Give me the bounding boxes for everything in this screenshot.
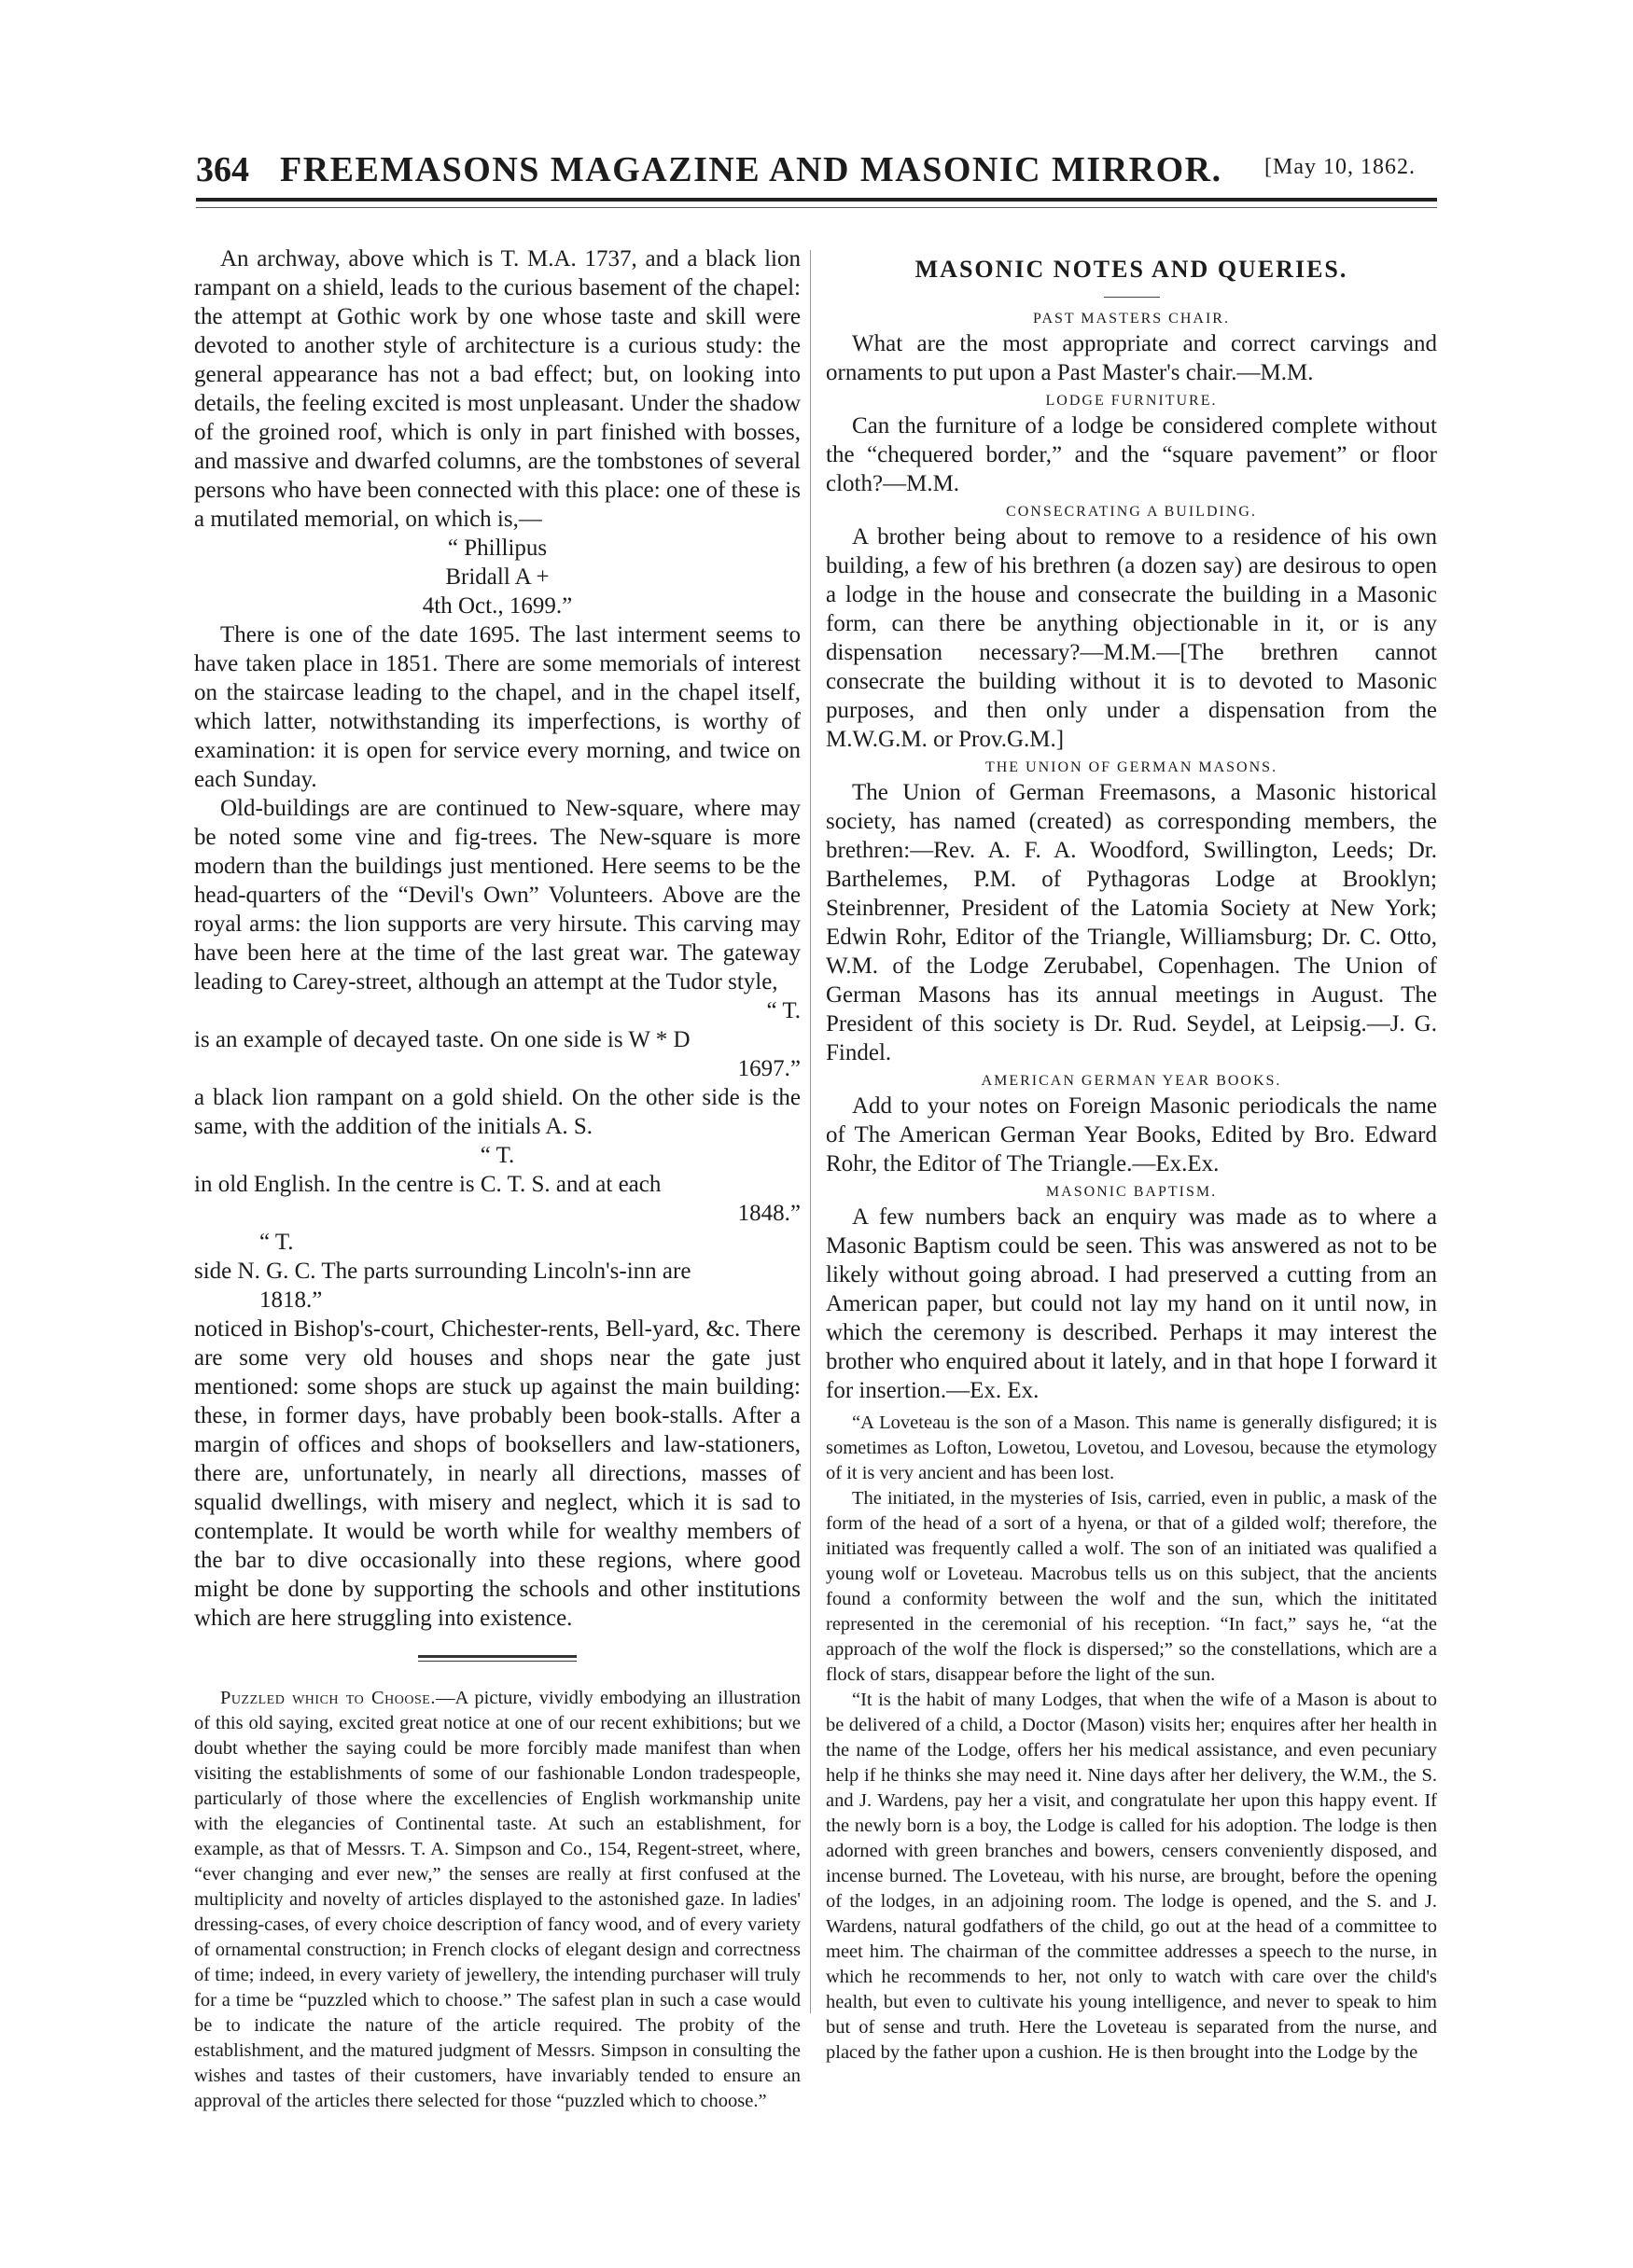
inscription-line: “ Phillipus xyxy=(447,536,548,561)
year-label: 1818.” xyxy=(259,1287,323,1313)
section-title: MASONIC NOTES AND QUERIES. xyxy=(914,256,1348,283)
paragraph-lion-rampant: a black lion rampant on a gold shield. On the other side is the same, with the addition of the initials A. S. xyxy=(194,1085,801,1139)
monogram-t: “ T. xyxy=(480,1143,515,1168)
note-past-masters-chair: What are the most appropriate and correct carvings and ornaments to put upon a Past Master's chair.—M.M. xyxy=(826,331,1437,385)
right-column xyxy=(826,244,1437,2066)
puzzled-lead: Puzzled which to Choose. xyxy=(220,1688,436,1708)
header-rule-thin xyxy=(196,207,1437,208)
year-label: 1848.” xyxy=(737,1201,801,1226)
paragraph-interments: There is one of the date 1695. The last interment seems to have taken place in 1851. There are some memorials of interest on the staircase leading to the chapel, and in the chapel itself, which latter, notwithstanding its imperfections, is worthy of examination: it is open for service every morning, and twice on each Sunday. xyxy=(194,622,801,792)
year-label: 1697.” xyxy=(737,1056,801,1081)
note-consecrating: A brother being about to remove to a residence of his own building, a few of his brethren (a dozen say) are desirous to open a lodge in the house and consecrate the building in a Masonic form, can there be anything objectionable in it, or is any dispensation necessary?—M.M.—[The brethren cannot consecrate the building without it is to devoted to Masonic purposes, and then only under a dispensation from the M.W.G.M. or Prov.G.M.] xyxy=(826,524,1437,752)
monogram-t: “ T. xyxy=(766,998,801,1023)
section-separator xyxy=(418,1655,577,1662)
paragraph-old-english: in old English. In the centre is C. T. S. and at each xyxy=(194,1172,662,1197)
subheading-masonic-baptism: MASONIC BAPTISM. xyxy=(1045,1184,1218,1200)
subheading-union-german-masons: THE UNION OF GERMAN MASONS. xyxy=(984,759,1278,775)
title-rule xyxy=(1104,297,1160,298)
extract-paragraph: “It is the habit of many Lodges, that when the wife of a Mason is about to be delivered of a child, a Doctor (Mason) visits her; enquires after her health in the name of the Lodge, offers her his medical assistance, and even pecuniary help if he thinks she may need it. Nine days after her delivery, the W.M., the S. and J. Wardens, pay her a visit, and congratulate her upon this happy event. If the newly born is a boy, the Lodge is called for his adoption. The lodge is then adorned with green branches and bowers, censers conveniently disposed, and incense burned. The Loveteau, with his nurse, are brought, before the opening of the lodges, in an adjoining room. The lodge is opened, and the S. and J. Wardens, natural godfathers of the child, go out at the head of a committee to meet him. The chairman of the committee addresses a speech to the nurse, in which he recommends to her, not only to watch with care over the child's health, but even to cultivate his young intelligence, and never to speak to him but of sense and truth. Here the Loveteau is separated from the nurse, and placed by the father upon a cushion. He is then brought into the Lodge by the xyxy=(826,1690,1437,2063)
subheading-consecrating: CONSECRATING A BUILDING. xyxy=(1006,504,1257,520)
quoted-extract xyxy=(826,1411,1437,2066)
paragraph-new-square: Old-buildings are are continued to New-square, where may be noted some vine and fig-trees. The New-square is more modern than the buildings just mentioned. Here seems to be the head-quarters of the “Devil's Own” Volunteers. Above are the royal arms: the lion supports are very hirsute. This carving may have been here at the time of the last great war. The gateway leading to Carey-street, although an attempt at the Tudor style, xyxy=(194,796,801,995)
note-union-german-masons: The Union of German Freemasons, a Masonic historical society, has named (created) as corresponding members, the brethren:—Rev. A. F. A. Woodford, Swillington, Leeds; Dr. Barthelemes, P.M. of Pythagoras Lodge at Brooklyn; Steinbrenner, President of the Latomia Society at New York; Edwin Rohr, Editor of the Triangle, Williamsburg; Dr. C. Otto, W.M. of the Lodge Zerubabel, Copenhagen. The Union of German Masons has its annual meetings in August. The President of this society is Dr. Rud. Seydel, at Leipsig.—J. G. Findel. xyxy=(826,780,1437,1065)
page-number: 364 xyxy=(196,150,249,189)
extract-paragraph: “A Loveteau is the son of a Mason. This name is generally disfigured; it is sometimes as Lofton, Lowetou, Lovetou, and Lovesou, because the etymology of it is very ancient and has been lost. xyxy=(826,1412,1437,1483)
paragraph-bishops-court: noticed in Bishop's-court, Chichester-rents, Bell-yard, &c. There are some very old houses and shops near the gate just mentioned: some shops are stuck up against the main building: these, in former days, have probably been book-stalls. After a margin of offices and shops of booksellers and law-stationers, there are, unfortunately, in nearly all directions, masses of squalid dwellings, with misery and neglect, which it is sad to contemplate. It would be worth while for wealthy members of the bar to dive occasionally into these regions, where good might be done by supporting the schools and other institutions which are here struggling into existence. xyxy=(194,1316,801,1631)
running-title: FREEMASONS MAGAZINE AND MASONIC MIRROR. xyxy=(280,150,1222,189)
paragraph-puzzled xyxy=(194,1686,801,2114)
inscription xyxy=(194,534,801,620)
inscription-line: 4th Oct., 1699.” xyxy=(422,593,573,619)
subheading-lodge-furniture: LODGE FURNITURE. xyxy=(1045,393,1218,409)
subheading-year-books: AMERICAN GERMAN YEAR BOOKS. xyxy=(981,1073,1282,1089)
puzzled-body: —A picture, vividly embodying an illustration of this old saying, excited great notice at one of our recent exhibitions; but we doubt whether the saying could be more forcibly made manifest than when visiting the establishments of some of our fashionable London tradespeople, particularly of those where the excellencies of English workmanship unite with the elegancies of Continental taste. At such an establishment, for example, as that of Messrs. T. A. Simpson and Co., 154, Regent-street, where, “ever changing and ever new,” the senses are really at first confused at the multiplicity and novelty of articles displayed to the astonished gaze. In ladies' dressing-cases, of every choice description of fancy wood, and of every variety of ornamental construction; in French clocks of elegant design and correctness of time; indeed, in every variety of jewellery, the intending purchaser will truly for a time be “puzzled which to choose.” The safest plan in such a case would be to indicate the nature of the article required. The probity of the establishment, and the matured judgment of Messrs. Simpson in consulting the wishes and tastes of their customers, have invariably tended to ensure an approval of the articles there selected for those “puzzled which to choose.” xyxy=(194,1688,802,2111)
note-lodge-furniture: Can the furniture of a lodge be considered complete without the “chequered border,” and the “square pavement” or floor cloth?—M.M. xyxy=(826,413,1437,496)
monogram-t: “ T. xyxy=(259,1230,294,1255)
header-rule xyxy=(196,198,1437,202)
subheading-past-masters-chair: PAST MASTERS CHAIR. xyxy=(1033,311,1230,327)
left-column xyxy=(194,244,801,2114)
column-divider xyxy=(810,250,811,2013)
extract-paragraph: The initiated, in the mysteries of Isis, carried, even in public, a mask of the form of the head of a sort of a hyena, or that of a gilded wolf; therefore, the initiated was frequently called a wolf. The son of an initiated was qualified a young wolf or Loveteau. Macrobus tells us on this subject, that the ancients found a conformity between the wolf and the sun, which the inititated represented in the ceremonial of his reception. “In fact,” says he, “at the approach of the wolf the flock is dispersed;” so the constellations, which are a flock of stars, disappear before the light of the sun. xyxy=(826,1488,1437,1685)
paragraph-lincolns-inn: side N. G. C. The parts surrounding Lincoln's-inn are xyxy=(194,1259,691,1284)
inscription-line: Bridall A + xyxy=(445,564,550,590)
note-masonic-baptism: A few numbers back an enquiry was made as to where a Masonic Baptism could be seen. This was answered as not to be likely without going abroad. I had preserved a cutting from an American paper, but could not lay my hand on it until now, in which the ceremony is described. Perhaps it may interest the brother who enquired about it lately, and in that hope I forward it for insertion.—Ex. Ex. xyxy=(826,1204,1437,1403)
issue-date: [May 10, 1862. xyxy=(1264,155,1416,179)
paragraph-decayed-taste: is an example of decayed taste. On one side is W * D xyxy=(194,1027,691,1052)
note-year-books: Add to your notes on Foreign Masonic periodicals the name of The American German Year Books, Edited by Bro. Edward Rohr, the Editor of The Triangle.—Ex.Ex. xyxy=(826,1093,1437,1176)
paragraph-archway: An archway, above which is T. M.A. 1737, and a black lion rampant on a shield, leads to the curious basement of the chapel: the attempt at Gothic work by one whose taste and skill were devoted to another style of architecture is a curious study: the general appearance has not a bad effect; but, on looking into details, the feeling excited is most unpleasant. Under the shadow of the groined roof, which is only in part finished with bosses, and massive and dwarfed columns, are the tombstones of several persons who have been connected with this place: one of these is a mutilated memorial, on which is,— xyxy=(194,246,801,532)
